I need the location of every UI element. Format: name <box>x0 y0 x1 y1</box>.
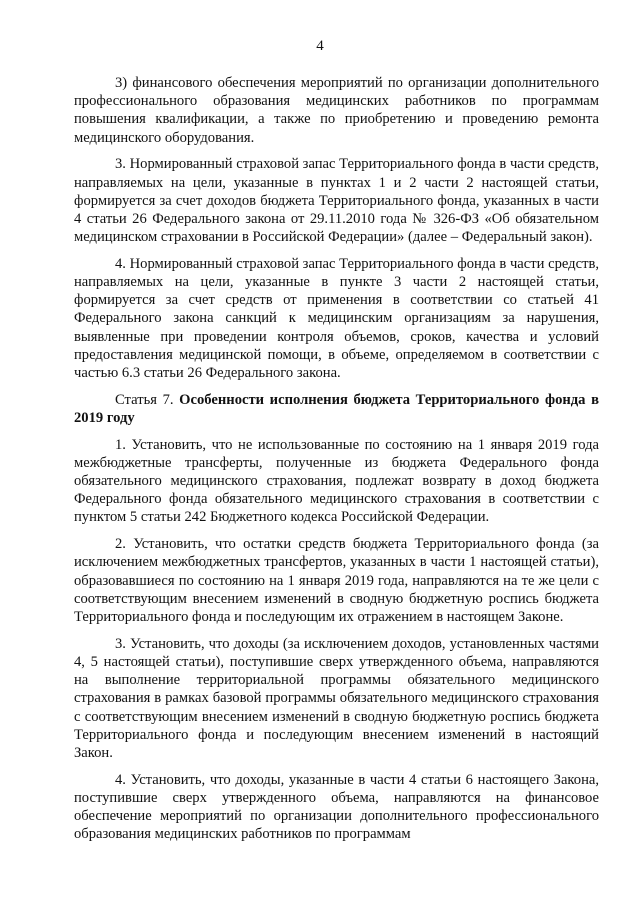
paragraph-reserve-4: 4. Нормированный страховой запас Территориального фонда в части средств, направляемых на цели, указанные в пункте 3 части 2 настоящей статьи, формируется за счет средств от применения в соответствии со статьей 41 Федерального закона санкций к медицинским организациям за нарушения, выявленные при проведении контроля объемов, сроков, качества и условий предоставления медицинской помощи, в объеме, определяемом в соответствии с частью 6.3 статьи 26 Федерального закона. <box>74 255 599 382</box>
article-heading <box>74 391 599 427</box>
article-prefix: Статья 7. <box>115 391 180 408</box>
article-paragraph-3: 3. Установить, что доходы (за исключением доходов, установленных частями 4, 5 настоящей статьи), поступившие сверх утвержденного объема, направляются на выполнение территориальной программы обязательного медицинского страхования в рамках базовой программы обязательного медицинского страхования с соответствующим внесением изменений в сводную бюджетную роспись бюджета Территориального фонда и последующим внесением изменений в настоящий Закон. <box>74 635 599 761</box>
article-paragraph-2: 2. Установить, что остатки средств бюджета Территориального фонда (за исключением межбюджетных трансфертов, указанных в части 1 настоящей статьи), образовавшиеся по состоянию на 1 января 2019 года, направляются на те же цели с соответствующим внесением изменений в сводную бюджетную роспись бюджета Территориального фонда и последующим их отражением в настоящем Законе. <box>74 536 599 625</box>
page-number: 4 <box>316 38 324 54</box>
paragraph-3-financing: 3) финансового обеспечения мероприятий по организации дополнительного профессионального образования медицинских работников по программам повышения квалификации, а также по приобретению и проведению ремонта медицинского оборудования. <box>74 75 599 146</box>
article-paragraph-1: 1. Установить, что не использованные по состоянию на 1 января 2019 года межбюджетные трансферты, полученные из бюджета Федерального фонда обязательного медицинского страхования, подлежат возврату в доход бюджета Федерального фонда обязательного медицинского страхования в соответствии с пунктом 5 статьи 242 Бюджетного кодекса Российской Федерации. <box>74 436 599 526</box>
article-paragraph-4: 4. Установить, что доходы, указанные в части 4 статьи 6 настоящего Закона, поступившие сверх утвержденного объема, направляются на финансовое обеспечение мероприятий по организации дополнительного профессионального образования медицинских работников по программам <box>74 771 599 843</box>
document-body <box>74 74 599 843</box>
article-title: Особенности исполнения бюджета Территориального фонда в 2019 году <box>74 391 599 426</box>
paragraph-reserve-3: 3. Нормированный страховой запас Территориального фонда в части средств, направляемых на цели, указанные в пунктах 1 и 2 части 2 настоящей статьи, формируется за счет доходов бюджета Территориального фонда, указанных в части 4 статьи 26 Федерального закона от 29.11.2010 года № 326-ФЗ «Об обязательном медицинском страховании в Российской Федерации» (далее – Федеральный закон). <box>74 156 599 246</box>
